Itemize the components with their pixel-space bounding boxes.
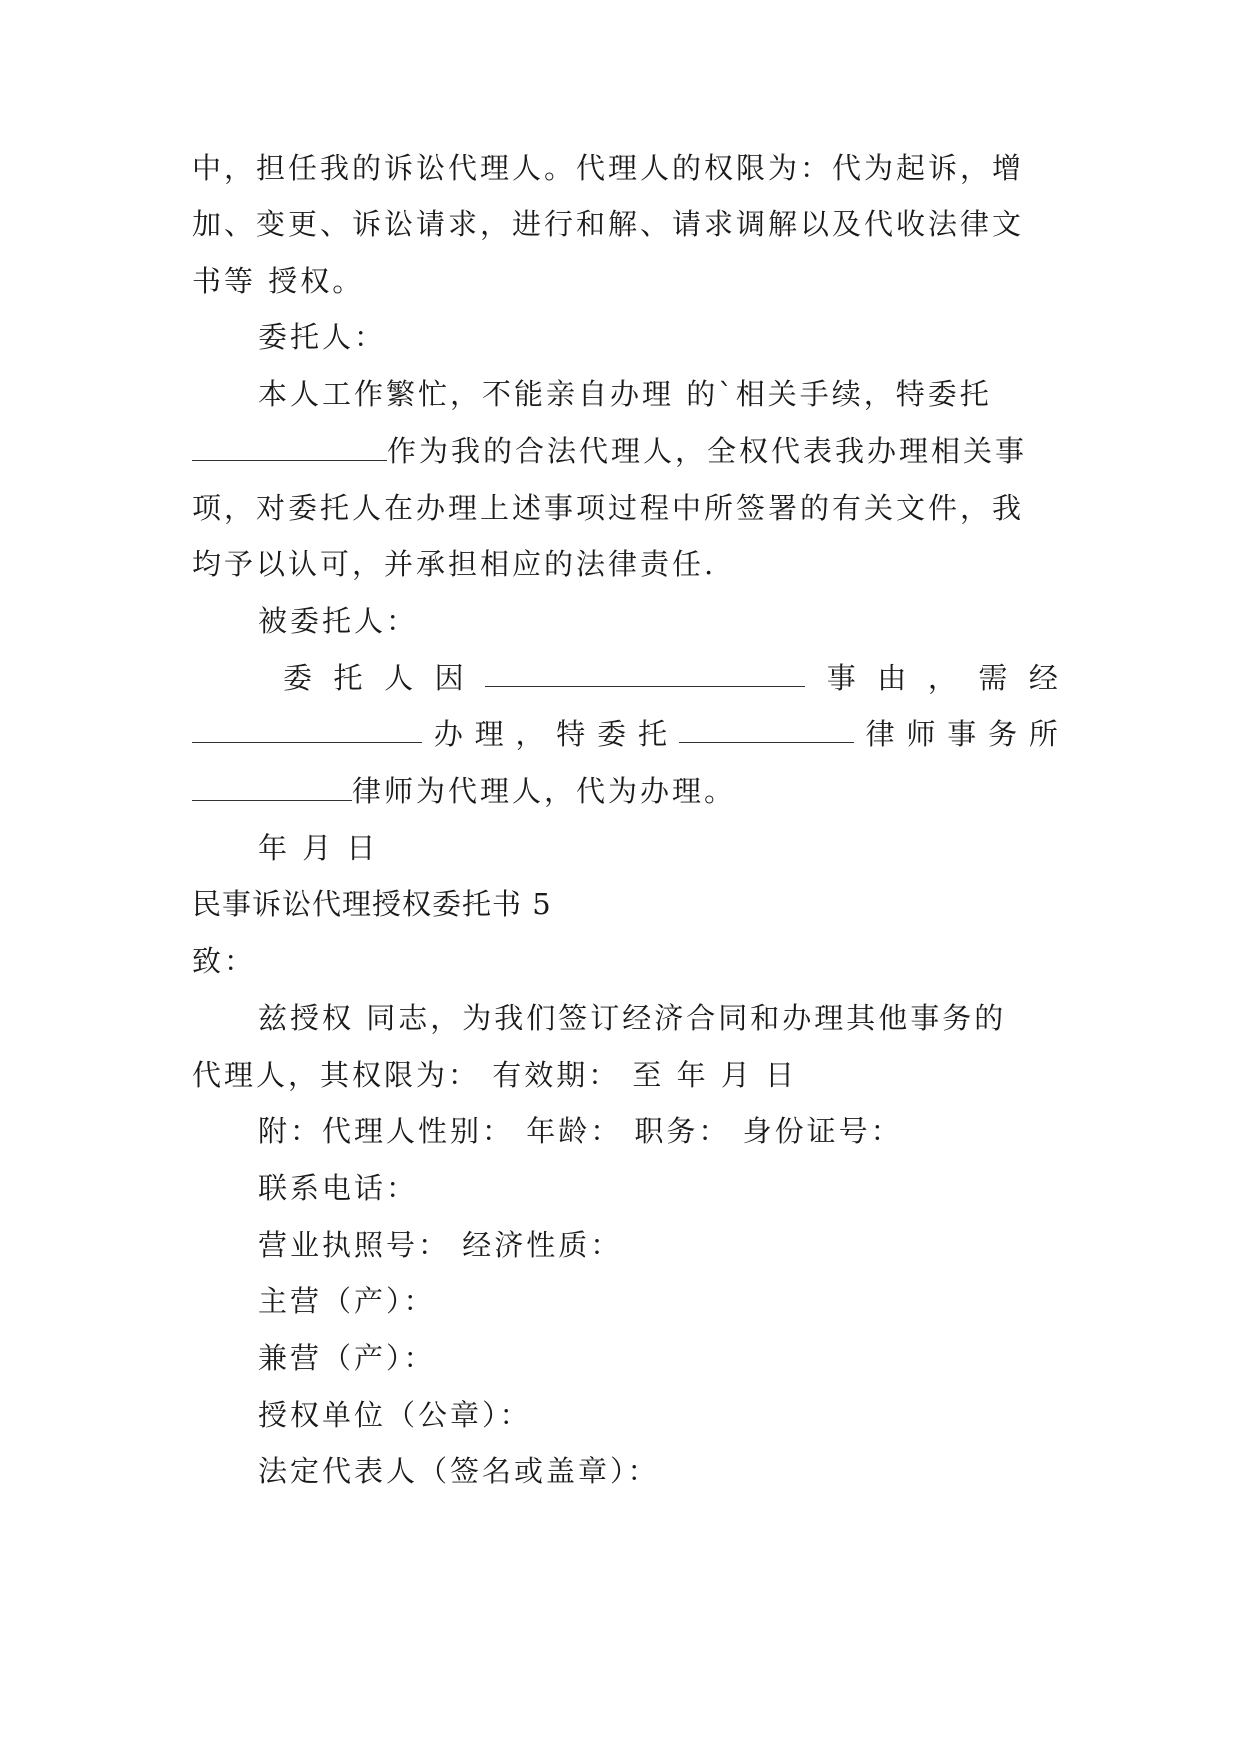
char: ， xyxy=(927,661,957,695)
side-business-field: 兼营（产）： xyxy=(258,1341,436,1375)
reason-blank xyxy=(485,658,805,687)
char: 经 xyxy=(1028,661,1058,695)
paragraph-2-line-2-text: 作为我的合法代理人，全权代表我办理相关事 xyxy=(387,434,1028,468)
paragraph-3-line-3 xyxy=(192,771,1058,811)
char: 特 xyxy=(556,717,586,751)
paragraph-4-line-2: 代理人，其权限为： 有效期： 至 年 月 日 xyxy=(192,1058,798,1092)
char: 人 xyxy=(384,661,414,695)
law-firm-blank xyxy=(679,714,854,743)
char: 需 xyxy=(978,661,1008,695)
paragraph-3-line-3-text: 律师为代理人，代为办理。 xyxy=(352,774,737,808)
lawyer-name-blank xyxy=(192,772,352,801)
paragraph-2-line-1: 本人工作繁忙，不能亲自办理 的`相关手续，特委托 xyxy=(258,377,992,411)
paragraph-1-line-3: 书等 授权。 xyxy=(192,264,365,298)
paragraph-3-line-2 xyxy=(192,714,1058,754)
char: 因 xyxy=(434,661,464,695)
paragraph-2-line-2 xyxy=(192,431,1058,471)
char: 所 xyxy=(1028,717,1058,751)
agent-name-blank xyxy=(192,432,387,461)
entrusted-label: 被委托人： xyxy=(258,604,419,638)
addressee: 致： xyxy=(192,944,257,978)
legal-rep-field: 法定代表人（签名或盖章）： xyxy=(258,1454,660,1488)
date-line: 年 月 日 xyxy=(258,831,379,865)
matter-blank xyxy=(192,714,422,743)
paragraph-2-line-3: 项，对委托人在办理上述事项过程中所签署的有关文件，我 xyxy=(192,491,1025,525)
authorizing-unit-field: 授权单位（公章）： xyxy=(258,1398,532,1432)
char: 委 xyxy=(283,661,313,695)
char: 理 xyxy=(474,717,504,751)
char: 律 xyxy=(865,717,895,751)
char: 托 xyxy=(637,717,667,751)
license-field: 营业执照号： 经济性质： xyxy=(258,1228,623,1262)
paragraph-2-line-4: 均予以认可，并承担相应的法律责任. xyxy=(192,547,717,581)
agent-info-field: 附：代理人性别： 年龄： 职务： 身份证号： xyxy=(258,1114,903,1148)
paragraph-4-line-1: 兹授权 同志，为我们签订经济合同和办理其他事务的 xyxy=(258,1001,1007,1035)
char: 事 xyxy=(826,661,856,695)
char: 事 xyxy=(947,717,977,751)
char: 办 xyxy=(433,717,463,751)
char: 托 xyxy=(333,661,363,695)
paragraph-3-line-1 xyxy=(283,658,1058,698)
char: 委 xyxy=(597,717,627,751)
paragraph-1-line-1: 中，担任我的诉讼代理人。代理人的权限为：代为起诉，增 xyxy=(192,151,1025,185)
main-business-field: 主营（产）： xyxy=(258,1284,436,1318)
char: ， xyxy=(515,717,545,751)
entruster-label: 委托人： xyxy=(258,320,387,354)
phone-field: 联系电话： xyxy=(258,1171,419,1205)
section-title: 民事诉讼代理授权委托书 5 xyxy=(192,887,552,921)
paragraph-1-line-2: 加、变更、诉讼请求，进行和解、请求调解以及代收法律文 xyxy=(192,207,1025,241)
char: 由 xyxy=(877,661,907,695)
char: 师 xyxy=(906,717,936,751)
char: 务 xyxy=(988,717,1018,751)
